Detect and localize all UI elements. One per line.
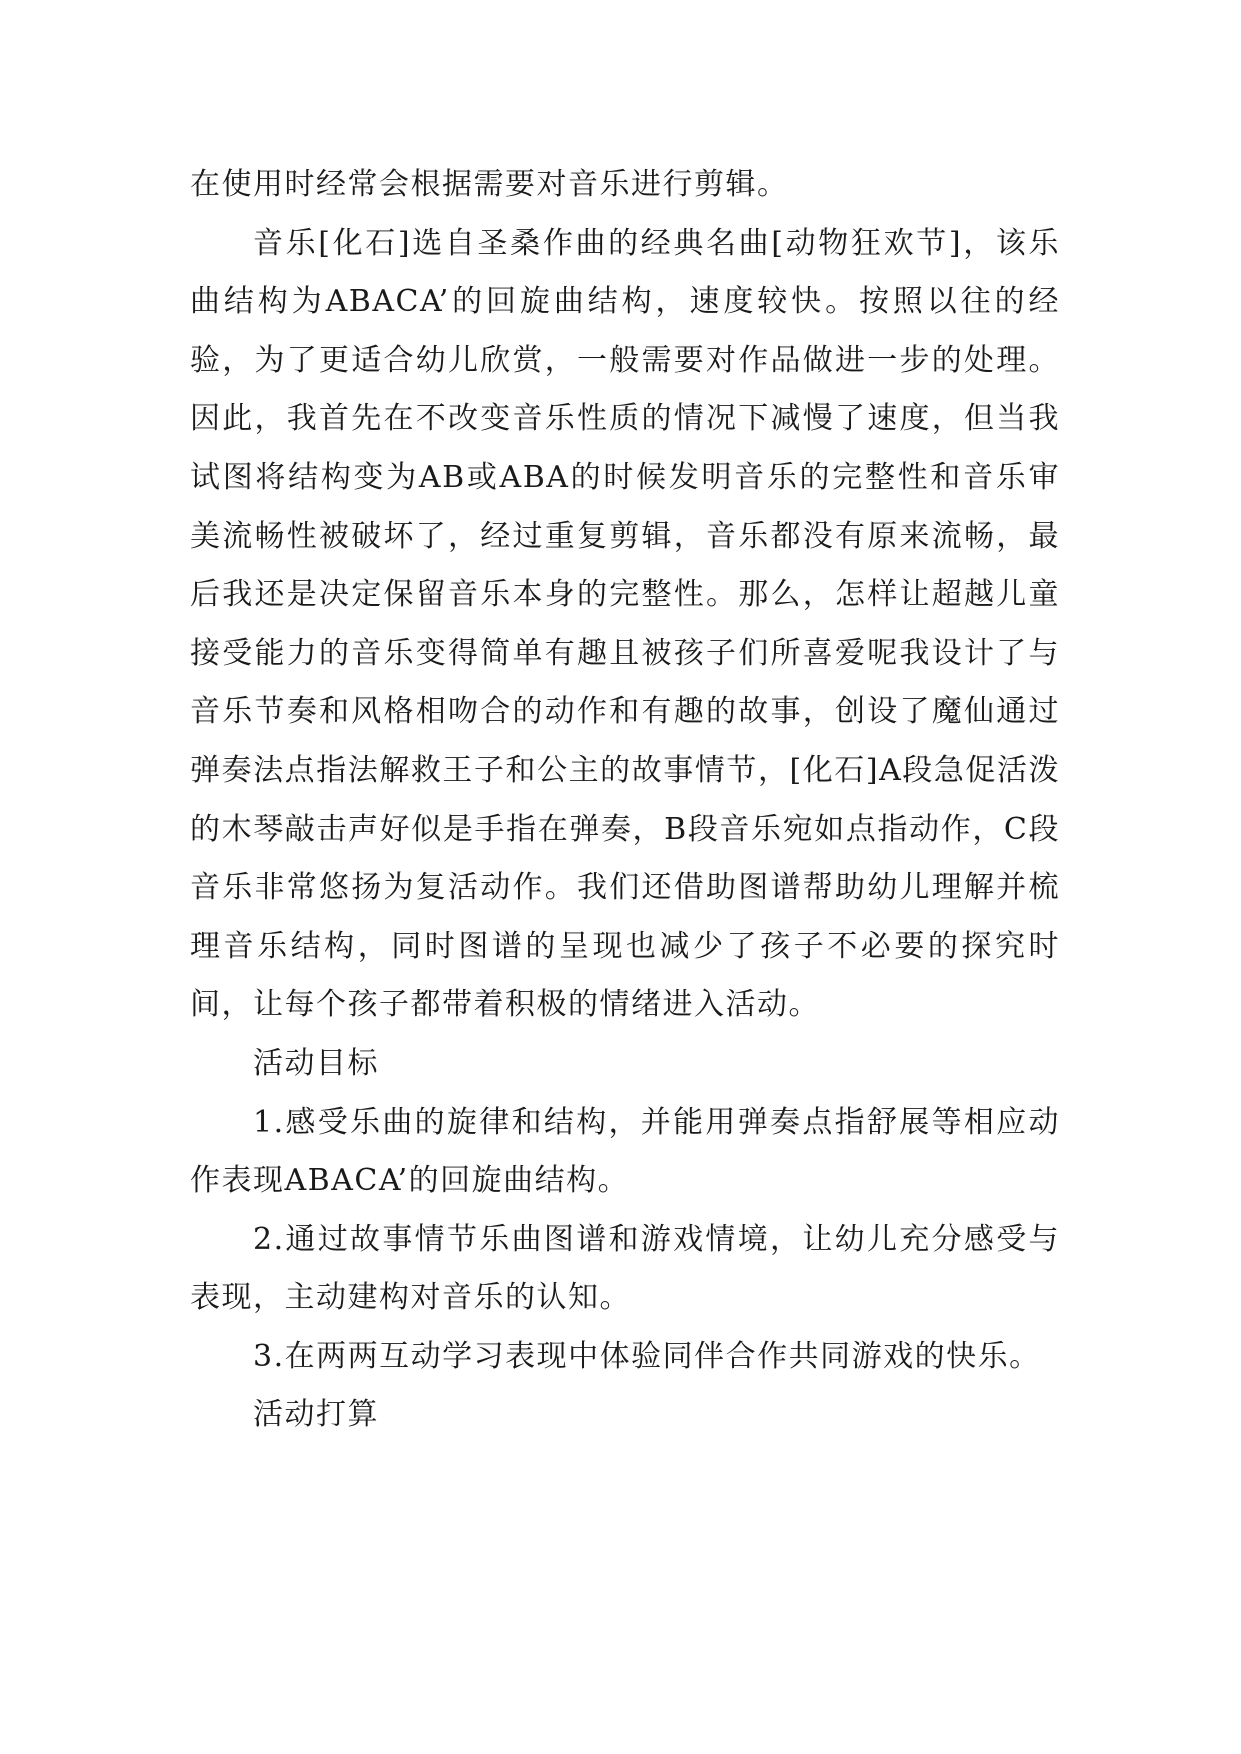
goal-item-2: 2.通过故事情节乐曲图谱和游戏情境，让幼儿充分感受与表现，主动建构对音乐的认知。 [190, 1221, 1060, 1316]
goal-item-3: 3.在两两互动学习表现中体验同伴合作共同游戏的快乐。 [253, 1338, 1041, 1374]
document-page [190, 156, 1060, 1445]
paragraph-music-fossil: 音乐[化石]选自圣桑作曲的经典名曲[动物狂欢节]，该乐曲结构为ABACA’的回旋曲结构，速度较快。按照以往的经验，为了更适合幼儿欣赏，一般需要对作品做进一步的处理。因此，我首先在不改变音乐性质的情况下减慢了速度，但当我试图将结构变为AB或ABA的时候发明音乐的完整性和音乐审美流畅性被破坏了，经过重复剪辑，音乐都没有原来流畅，最后我还是决定保留音乐本身的完整性。那么，怎样让超越儿童接受能力的音乐变得简单有趣且被孩子们所喜爱呢我设计了与音乐节奏和风格相吻合的动作和有趣的故事，创设了魔仙通过弹奏法点指法解救王子和公主的故事情节，[化石]A段急促活泼的木琴敲击声好似是手指在弹奏，B段音乐宛如点指动作，C段音乐非常悠扬为复活动作。我们还借助图谱帮助幼儿理解并梳理音乐结构，同时图谱的呈现也减少了孩子不必要的探究时间，让每个孩子都带着积极的情绪进入活动。 [190, 225, 1060, 1023]
goal-item-1: 1.感受乐曲的旋律和结构，并能用弹奏点指舒展等相应动作表现ABACA’的回旋曲结构。 [190, 1104, 1060, 1199]
section-heading-preparation: 活动打算 [253, 1397, 379, 1433]
paragraph-continuation: 在使用时经常会根据需要对音乐进行剪辑。 [190, 167, 789, 202]
section-heading-goals: 活动目标 [253, 1045, 379, 1081]
